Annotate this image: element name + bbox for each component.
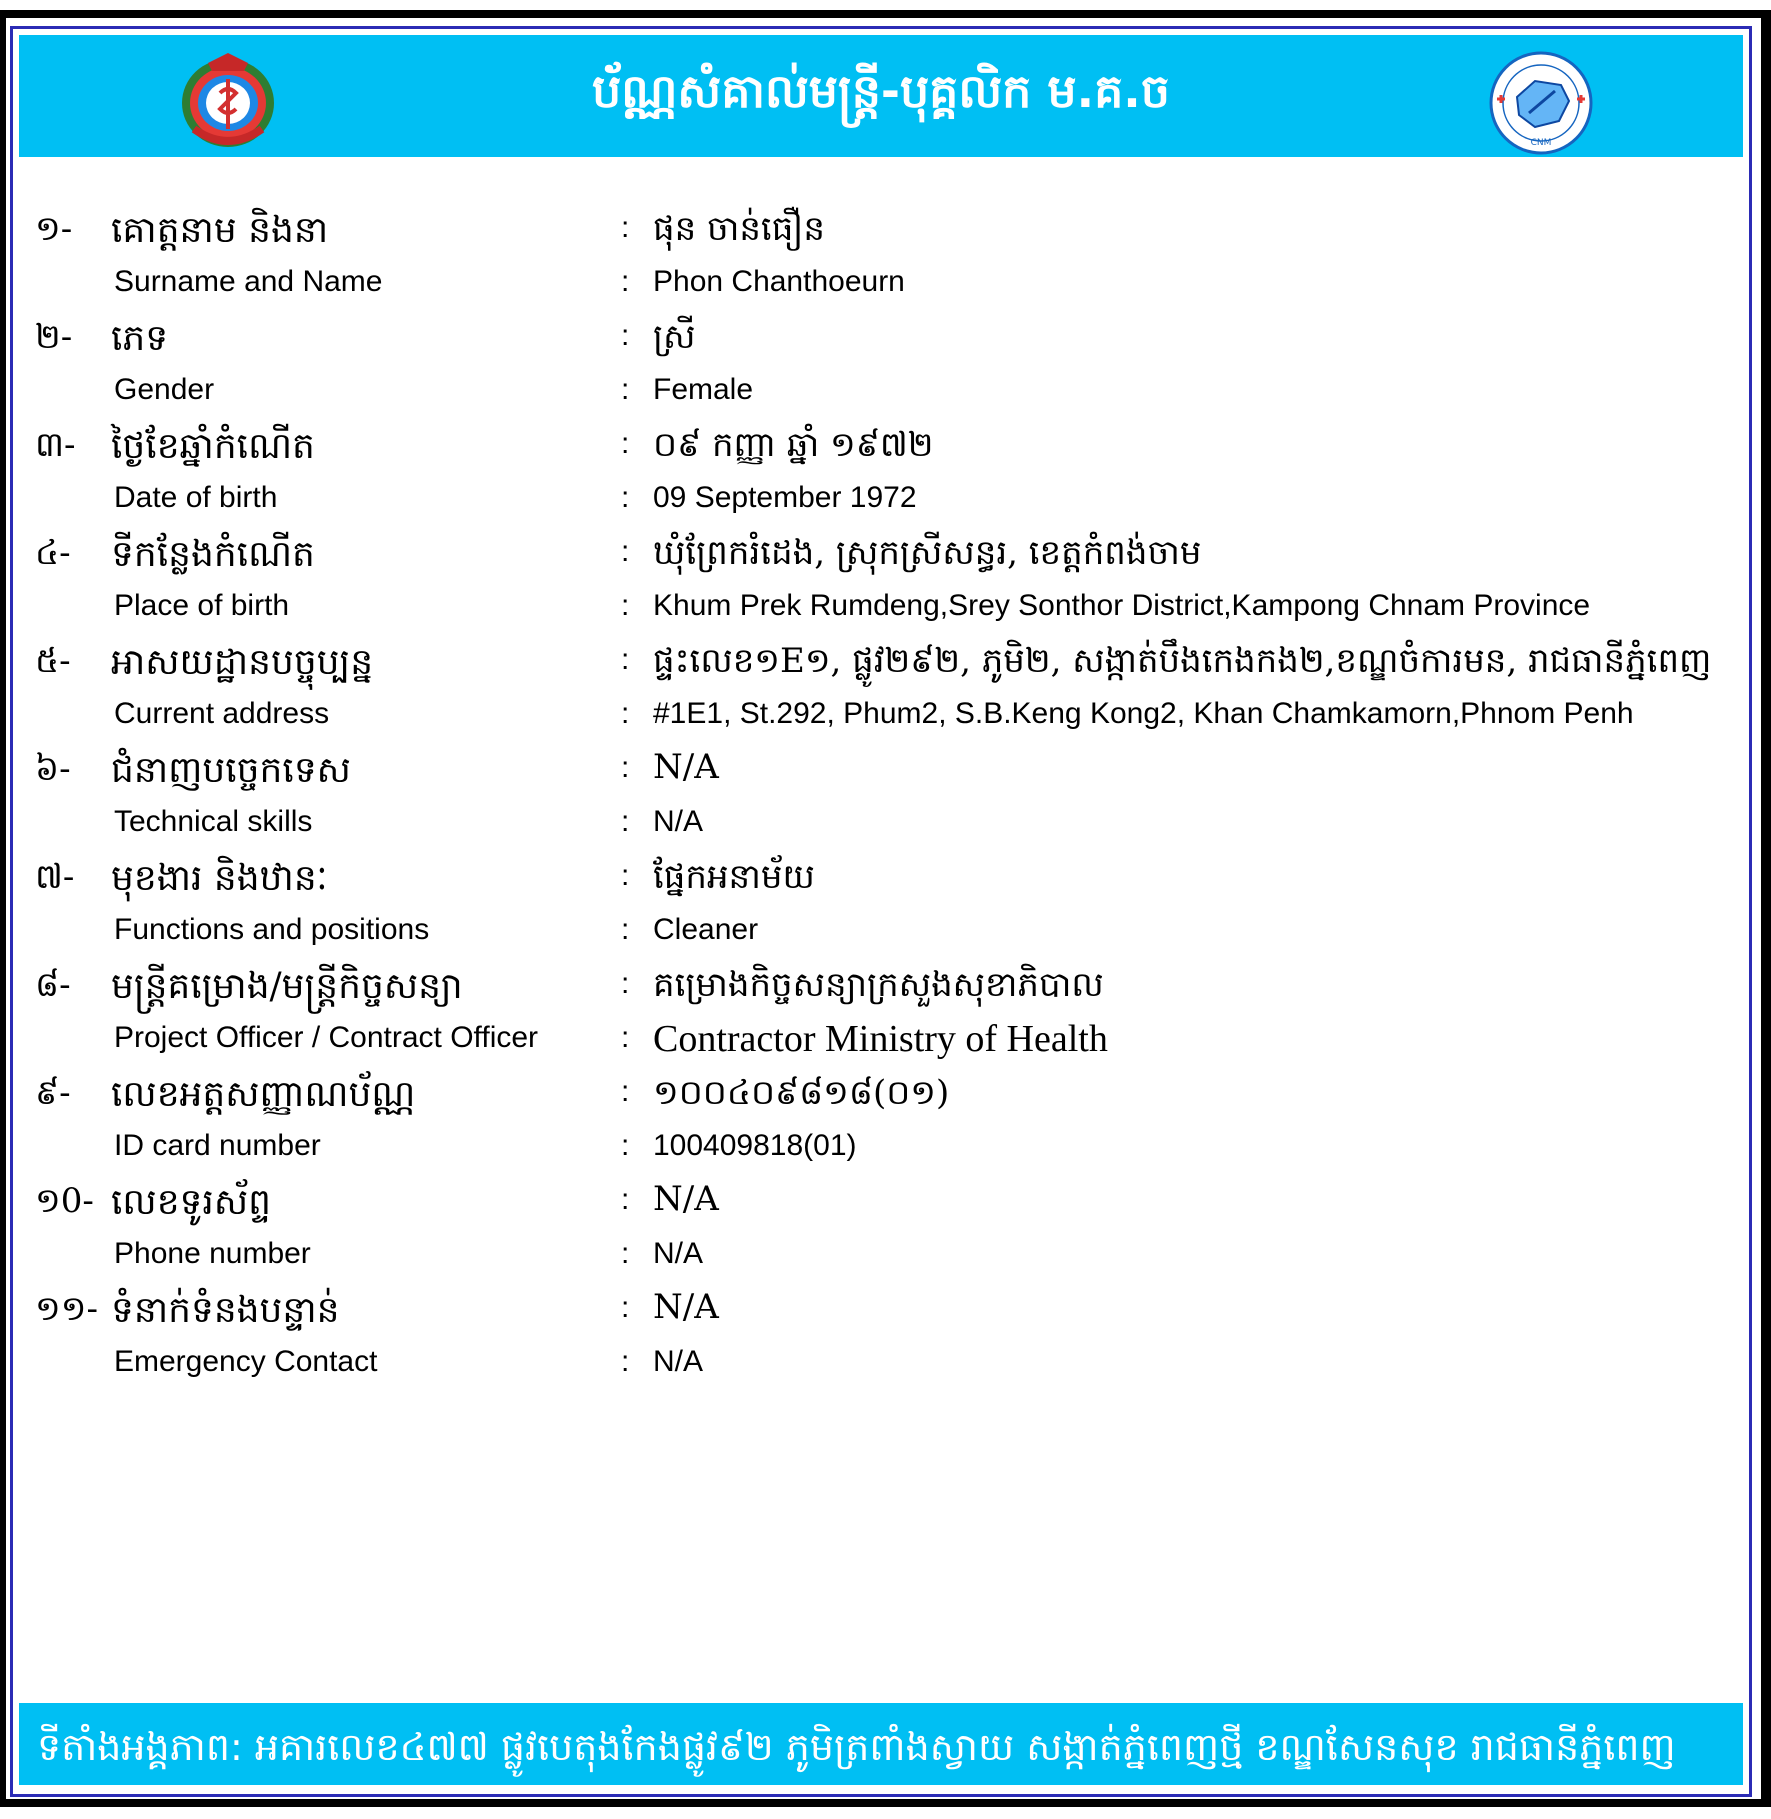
field-label-en: Technical skills (114, 805, 313, 838)
field-row-kh (13, 639, 1749, 699)
field-value-en: N/A (653, 1345, 704, 1378)
field-value-kh: គម្រោងកិច្ចសន្យាក្រសួងសុខាភិបាល (653, 965, 1104, 1005)
field-row-kh (13, 1179, 1749, 1239)
field-number: ៥- (35, 641, 71, 681)
field-row-en (13, 693, 1749, 753)
field-row-kh (13, 531, 1749, 591)
field-label-kh: ភេទ (111, 318, 169, 359)
staff-id-card (10, 26, 1752, 1797)
field-value-en: Khum Prek Rumdeng,Srey Sonthor District,Kampong Chnam Province (653, 589, 1591, 622)
field-label-kh: អាសយដ្ឋានបច្ចុប្បន្ន (111, 642, 374, 683)
field-label-kh: ជំនាញបច្ចេកទេស (111, 750, 351, 791)
field-label-en: Place of birth (114, 589, 290, 622)
field-label-en: Project Officer / Contract Officer (114, 1021, 539, 1054)
field-row-kh (13, 855, 1749, 915)
field-label-en: Surname and Name (114, 265, 383, 298)
field-colon: : (621, 427, 630, 460)
field-number: ១0- (35, 1181, 94, 1221)
field-label-kh: ទីកន្លែងកំណើត (111, 534, 315, 575)
field-row-kh (13, 423, 1749, 483)
field-label-kh: មុខងារ និងឋានៈ (111, 858, 328, 899)
field-row-kh (13, 1071, 1749, 1131)
field-number: ៦- (35, 749, 71, 789)
field-row-kh (13, 207, 1749, 267)
field-number: ៧- (35, 857, 75, 897)
field-value-kh: ឃុំព្រែករំដេង, ស្រុកស្រីសន្ធរ, ខេត្តកំពង់ចាម (653, 533, 1202, 573)
field-value-kh: ផ្នែកអនាម័យ (653, 857, 815, 897)
field-colon: : (621, 1021, 630, 1054)
field-colon: : (621, 373, 630, 406)
field-row-kh (13, 963, 1749, 1023)
field-row-en (13, 261, 1749, 321)
field-number: ៤- (35, 533, 71, 573)
field-value-en: N/A (653, 1237, 704, 1270)
field-row-kh (13, 1287, 1749, 1347)
field-number: ៣- (35, 425, 76, 465)
field-label-en: ID card number (114, 1129, 321, 1162)
field-value-kh: ផ្ទះលេខ១E១, ផ្លូវ២៩២, ភូមិ២, សង្កាត់បឹងកេងកង២,ខណ្ឌចំការមន, រាជធានីភ្នំពេញ (653, 641, 1712, 681)
field-value-kh: ស្រី (653, 317, 696, 357)
field-value-en: Cleaner (653, 913, 759, 946)
field-label-en: Emergency Contact (114, 1345, 378, 1378)
field-colon: : (621, 859, 630, 892)
field-value-en: #1E1, St.292, Phum2, S.B.Keng Kong2, Khan Chamkamorn,Phnom Penh (653, 697, 1634, 730)
field-colon: : (621, 805, 630, 838)
field-row-en (13, 909, 1749, 969)
field-row-en (13, 369, 1749, 429)
svg-text:CNM: CNM (1530, 138, 1552, 148)
field-row-kh (13, 747, 1749, 807)
field-colon: : (621, 967, 630, 1000)
field-value-en: N/A (653, 805, 704, 838)
field-label-kh: លេខអត្តសញ្ញាណប័ណ្ណ (111, 1074, 416, 1115)
field-value-kh: ១០០៤០៩៨១៨(០១) (653, 1073, 950, 1113)
field-label-en: Date of birth (114, 481, 278, 514)
card-footer (19, 1703, 1743, 1785)
field-label-kh: មន្ត្រីគម្រោង/មន្ត្រីកិច្ចសន្យា (111, 966, 463, 1007)
field-row-en (13, 1341, 1749, 1401)
field-value-en: 100409818(01) (653, 1129, 857, 1162)
field-colon: : (621, 751, 630, 784)
field-colon: : (621, 481, 630, 514)
field-label-en: Current address (114, 697, 330, 730)
field-value-en: 09 September 1972 (653, 481, 917, 514)
field-row-en (13, 477, 1749, 537)
field-colon: : (621, 1129, 630, 1162)
field-number: ១- (35, 209, 73, 249)
field-colon: : (621, 1345, 630, 1378)
card-header (19, 35, 1743, 157)
card-title: ប័ណ្ណសំគាល់មន្ត្រី-បុគ្គលិក ម.គ.ច (592, 64, 1170, 118)
field-colon: : (621, 319, 630, 352)
field-label-kh: ថ្ងៃខែឆ្នាំកំណើត (111, 426, 315, 467)
field-label-kh: លេខទូរស័ព្ទ (111, 1182, 271, 1223)
field-colon: : (621, 589, 630, 622)
field-value-kh: ផុន ចាន់ធឿន (653, 209, 826, 249)
field-value-kh: N/A (653, 747, 719, 787)
field-colon: : (621, 1183, 630, 1216)
field-number: ២- (35, 317, 73, 357)
field-row-en (13, 1233, 1749, 1293)
field-colon: : (621, 913, 630, 946)
center-logo-icon (1489, 51, 1593, 155)
field-value-kh: N/A (653, 1287, 719, 1327)
field-colon: : (621, 265, 630, 298)
field-label-en: Gender (114, 373, 215, 406)
field-number: ៩- (35, 1073, 71, 1113)
field-colon: : (621, 1291, 630, 1324)
field-value-kh: ០៩ កញ្ញា ឆ្នាំ ១៩៧២ (653, 425, 934, 465)
field-row-en (13, 801, 1749, 861)
field-colon: : (621, 697, 630, 730)
field-colon: : (621, 1075, 630, 1108)
field-row-en (13, 1017, 1749, 1077)
field-value-en: Phon Chanthoeurn (653, 265, 905, 298)
field-value-kh: N/A (653, 1179, 719, 1219)
footer-address: ទីតាំងអង្គភាព: អគារលេខ៤៧៧ ផ្លូវបេតុងកែងផ្លូវ៩២ ភូមិត្រពាំងស្វាយ សង្កាត់ភ្នំពេញថ្មី ខណ្ឌសែនសុខ រាជធានីភ្នំពេញ (37, 1725, 1676, 1769)
field-colon: : (621, 1237, 630, 1270)
field-row-en (13, 585, 1749, 645)
field-label-en: Phone number (114, 1237, 311, 1270)
field-value-en: Contractor Ministry of Health (653, 1018, 1108, 1060)
field-colon: : (621, 535, 630, 568)
field-label-kh: គោត្តនាម និងនា (111, 210, 329, 251)
field-colon: : (621, 643, 630, 676)
field-number: ១១- (35, 1289, 98, 1329)
field-row-kh (13, 315, 1749, 375)
field-row-en (13, 1125, 1749, 1185)
field-value-en: Female (653, 373, 754, 406)
field-label-kh: ទំនាក់ទំនងបន្ទាន់ (111, 1290, 340, 1331)
field-label-en: Functions and positions (114, 913, 430, 946)
field-number: ៨- (35, 965, 71, 1005)
field-colon: : (621, 211, 630, 244)
